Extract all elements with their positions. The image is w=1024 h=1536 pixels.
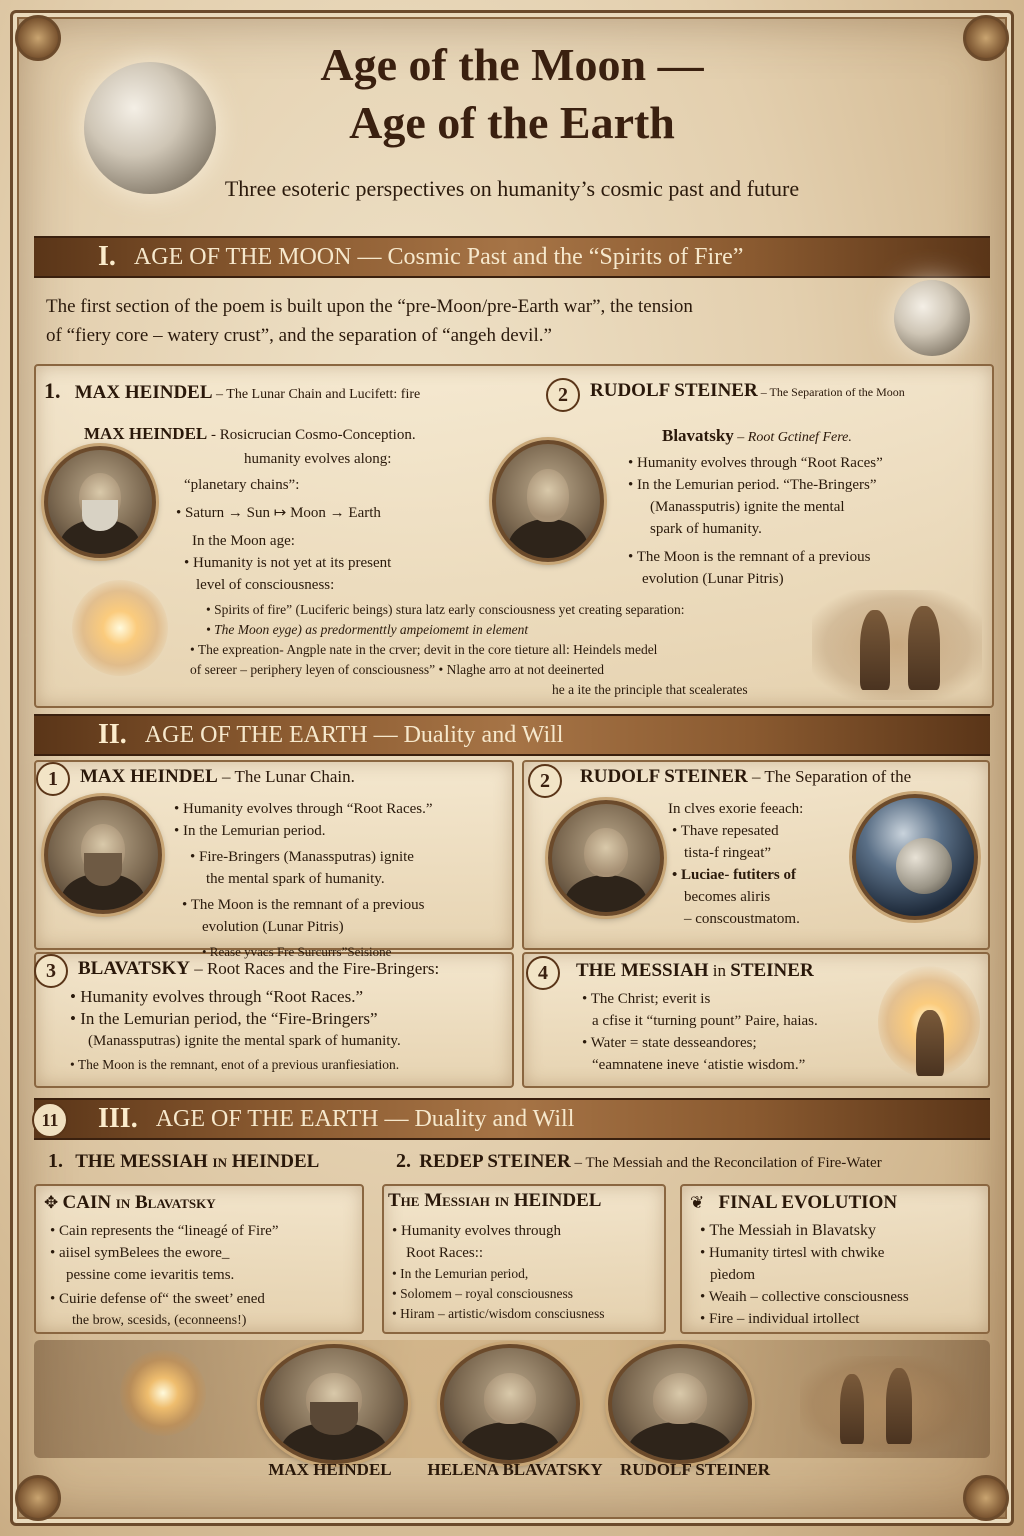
text-line: “eamnatene ineve ‘atistie wisdom.” [592,1057,806,1073]
text-line: of sereer – periphery leyen of consciousness” • Nlaghe arro at not deeinerted [190,662,605,677]
section-1-numeral: I. [98,241,116,272]
text-line: a cfise it “turning pount” Paire, haias. [592,1013,818,1029]
text-line: the mental spark of humanity. [206,871,385,887]
corner-ornament-icon [15,1475,61,1521]
section-1-col-2-heading [590,380,905,402]
small-moon-illustration [894,280,970,356]
section-2-heading: AGE OF THE EARTH — Duality and Will [144,721,564,748]
text-line: he a ite the principle that scealerates [552,682,748,697]
corner-ornament-icon [963,1475,1009,1521]
col-title-text: FINAL EVOLUTION [718,1192,898,1213]
sub-tail: – Root Gctinef Fere. [733,430,852,445]
col-number-badge: 2 [546,378,580,412]
section-1-col-1-heading [44,378,420,404]
section-1-heading: AGE OF THE MOON — Cosmic Past and the “Spirits of Fire” [133,243,744,270]
section-1-bottom-text [190,600,748,700]
text-line: • In the Lemurian period. “The-Bringers” [628,477,877,493]
blavatsky-portrait [492,440,604,562]
text-line: • Hiram – artistic/wisdom consciusness [392,1306,605,1321]
box-3-text [70,986,401,1076]
text-line: • Water = state desseandores; [582,1035,757,1051]
corner-ornament-icon [15,15,61,61]
text-line: • Spirits of fire” (Luciferic beings) stura latz early consciousness yet creating separation: [206,602,685,617]
section-3-numeral: III. [98,1103,138,1134]
text-line: • Luciae- futiters of [672,867,796,883]
text-line: • Humanity evolves through “Root Races” [628,455,883,471]
text-line: • aiisel symBelees the ewore_ [50,1245,230,1261]
section-1-banner [34,236,990,278]
max-heindel-footer-portrait [260,1344,408,1464]
text-line: (Manassputris) ignite the mental [650,499,845,515]
rudolf-steiner-portrait [548,800,664,916]
text-line: • Humanity evolves through “Root Races.” [70,987,364,1006]
col-number: 1. [44,378,61,403]
text-line: evolution (Lunar Pitris) [642,571,784,587]
text-line: • Rease yvacs Fre Surcurrs”Seisione [202,944,392,959]
text-line: • Thave repesated [672,823,779,839]
text-line: • Saturn → Sun ↦ Moon → Earth [176,505,381,521]
page-title-line-1: Age of the Moon — [320,39,704,90]
footer-name-steiner: RUDOLF STEINER [619,1460,771,1479]
heading-name-2: STEINER [730,960,814,981]
section-3-banner [34,1098,990,1140]
text-line: tista-f ringeat” [684,845,772,861]
text-line: • Humanity is not yet at its present [184,555,392,571]
robed-figures-illustration [800,1356,970,1452]
heading-mid: in [708,961,731,980]
text-line: • Humanity evolves through “Root Races.” [174,801,433,817]
author-name: MAX HEINDEL [74,382,213,403]
text-line: “planetary chains”: [184,477,300,493]
section-3-heading-2 [396,1150,882,1173]
head-name: THE MESSIAH [75,1151,208,1172]
col-3-text [700,1220,909,1330]
corner-ornament-icon [963,15,1009,61]
text-line: In the Moon age: [192,533,295,549]
author-name: RUDOLF STEINER [590,380,758,401]
section-2-numeral: II. [98,719,127,750]
rudolf-steiner-footer-portrait [608,1344,752,1464]
intro-line: of “fiery core – watery crust”, and the separation of “angeh devil.” [46,325,552,346]
box-4-text [580,988,818,1076]
col-1-subheading [84,424,416,444]
box-3-heading [78,958,439,980]
text-line: spark of humanity. [650,521,762,537]
head-number: 2. [396,1150,411,1172]
section-1-col-1-text [176,448,391,596]
head-name: REDEP STEINER [419,1151,571,1172]
intro-line: The first section of the poem is built upon the “pre-Moon/pre-Earth war”, the tension [46,296,693,317]
sub-author-name: MAX HEINDEL [84,424,208,443]
col-2-title [388,1190,601,1212]
heading-tail: – The Lunar Chain and Lucifett: fire [212,387,421,402]
col-1-title [44,1192,216,1214]
text-line: • Weaih – collective consciousness [700,1289,909,1305]
footer-name-blavatsky: HELENA BLAVATSKY [427,1460,603,1479]
helena-blavatsky-footer-portrait [440,1344,580,1464]
box-2-text [668,798,803,930]
two-figures-illustration [812,590,982,700]
sunburst-illustration [120,1350,206,1436]
author-name: RUDOLF STEINER [580,766,748,787]
sub-tail: - Rosicrucian Cosmo-Conception. [207,427,416,443]
box-number-badge: 2 [528,764,562,798]
text-line: • The Messiah in Blavatsky [700,1222,876,1239]
max-heindel-portrait [44,446,156,558]
col-title-text: The Messiah in HEINDEL [388,1190,602,1211]
heading-name: THE MESSIAH [576,960,709,981]
text-line: pessine come ievaritis tems. [66,1267,235,1283]
head-tail: – The Messiah and the Reconcilation of Fire-Water [570,1155,882,1171]
box-number-badge: 4 [526,956,560,990]
section-2-banner [34,714,990,756]
text-line: • Solomem – royal consciousness [392,1286,573,1301]
sub-author-name: Blavatsky [662,426,734,445]
text-line: • In the Lemurian period. [174,823,326,839]
text-line: • Cuirie defense of“ the sweet’ ened [50,1291,265,1307]
col-title-text: CAIN in Blavatsky [62,1192,216,1213]
box-number-badge: 3 [34,954,68,988]
messiah-figure-illustration [916,1010,944,1076]
col-3-title [690,1192,897,1214]
ornament-icon: ❦ [690,1193,709,1212]
text-line: • The Moon eyge) as predormenttly ampeiomemt in element [206,622,529,637]
heading-tail: – Root Races and the Fire-Bringers: [189,959,440,978]
text-line: level of consciousness: [196,577,335,593]
text-line: • In the Lemurian period, the “Fire-Bringers” [70,1009,378,1028]
text-line: • In the Lemurian period, [392,1266,529,1281]
author-name: MAX HEINDEL [80,766,218,787]
text-line: (Manassputras) ignite the mental spark of humanity. [88,1033,401,1049]
text-line: • Humanity tirtesl with chwike [700,1245,885,1261]
box-number-badge: 1 [36,762,70,796]
text-line: • The expreation- Angple nate in the crver; devit in the core tieture all: Heindels medel [190,642,658,657]
text-line: In clves exorie feeach: [668,801,804,817]
col-2-text [392,1220,604,1324]
text-line: • Humanity evolves through [392,1223,561,1239]
page-title-line-2: Age of the Earth [349,97,675,148]
text-line: evolution (Lunar Pitris) [202,919,344,935]
text-line: • The Christ; everit is [582,991,711,1007]
section-1-intro [46,292,876,350]
section-3-heading-1 [48,1150,319,1173]
text-line: – conscoustmatom. [684,911,800,927]
text-line: the brow, scesids, (econneens!) [72,1313,247,1328]
head-number: 1. [48,1150,63,1172]
text-line: • Fire-Bringers (Manassputras) ignite [190,849,414,865]
section-3-heading: AGE OF THE EARTH — Duality and Will [155,1105,575,1132]
col-2-subheading [662,426,852,446]
author-name: BLAVATSKY [78,958,190,979]
box-1-heading [80,766,355,788]
candle-flame-illustration [72,580,168,676]
heading-tail: – The Lunar Chain. [217,767,355,786]
col-1-text [50,1220,279,1332]
box-4-heading [576,960,814,982]
text-line: humanity evolves along: [244,451,392,467]
page-subtitle: Three esoteric perspectives on humanity’s cosmic past and future [224,176,800,201]
text-line: Root Races:: [406,1245,484,1261]
text-line: • Fire – individual irtollect [700,1311,860,1327]
section-3-badge: 11 [32,1102,68,1138]
text-line: • The Moon is the remnant of a previous [182,897,425,913]
text-line: • The Moon is the remnant, enot of a previous uranfiesiation. [70,1057,400,1072]
text-line: pìedom [710,1267,755,1283]
bullet-icon: ✥ [44,1193,63,1212]
max-heindel-portrait [44,796,162,914]
head-tail: in HEINDEL [207,1151,320,1172]
text-line: becomes aliris [684,889,771,905]
box-1-text [174,798,433,962]
text-line: • The Moon is the remnant of a previous [628,549,871,565]
box-2-heading [580,766,911,788]
section-1-col-2-text [628,452,883,590]
text-line: • Cain represents the “lineagé of Fire” [50,1223,279,1239]
heading-tail: – The Separation of the Moon [757,385,905,399]
heading-tail: – The Separation of the [747,767,912,786]
cosmic-planet-illustration [852,794,978,920]
footer-name-heindel: MAX HEINDEL [268,1460,392,1479]
